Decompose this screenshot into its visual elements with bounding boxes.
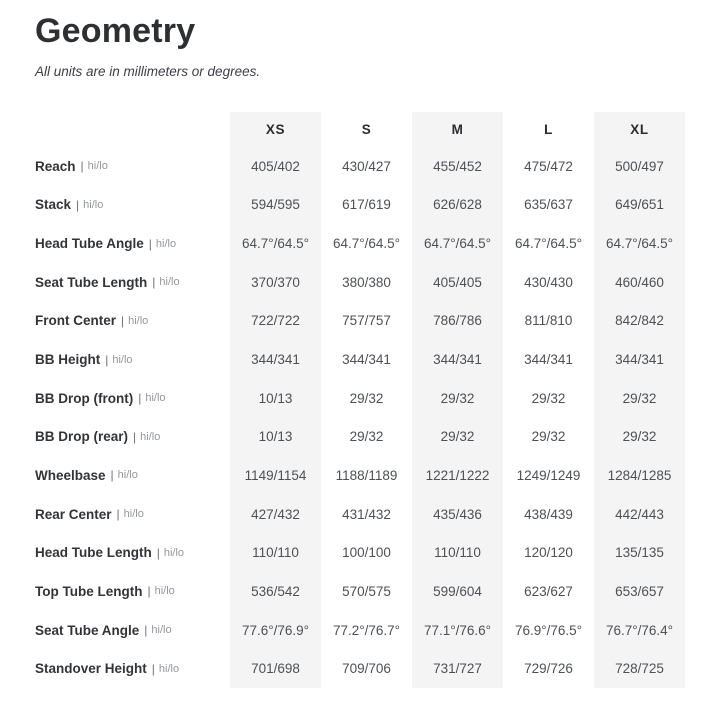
value-cell: 731/727: [412, 649, 503, 688]
value-cell: 120/120: [524, 545, 573, 561]
value-cell: 64.7°/64.5°: [332, 236, 401, 252]
row-label-separator: |: [105, 352, 109, 367]
value-cell: 722/722: [230, 302, 321, 341]
value-cell: 431/432: [342, 506, 391, 522]
value-cell: 405/402: [230, 147, 321, 186]
page-subtitle: All units are in millimeters or degrees.: [35, 64, 261, 79]
row-label-suffix: hi/lo: [128, 314, 149, 327]
row-label-suffix: hi/lo: [151, 624, 172, 636]
row-label-text: Head Tube Angle: [35, 236, 144, 252]
value-cell: 649/651: [594, 186, 685, 225]
value-cell: 460/460: [594, 263, 685, 302]
row-label-text: BB Drop (front): [35, 390, 134, 406]
row-label-separator: |: [156, 545, 160, 560]
row-label-suffix: hi/lo: [123, 508, 144, 521]
value-cell: 29/32: [412, 379, 503, 418]
row-label: [35, 379, 230, 418]
value-cell: 76.7°/76.4°: [594, 611, 685, 650]
row-label-separator: |: [148, 236, 152, 251]
value-cell: 1249/1249: [516, 467, 581, 483]
value-cell: 599/604: [412, 572, 503, 611]
row-label-text: Seat Tube Angle: [35, 622, 140, 638]
row-label-suffix: hi/lo: [83, 198, 104, 211]
value-cell: 617/619: [342, 197, 391, 213]
row-label-text: Head Tube Length: [35, 545, 152, 561]
value-cell: 110/110: [230, 533, 321, 572]
row-label-suffix: hi/lo: [159, 276, 180, 289]
row-label: [35, 417, 230, 456]
row-label: [35, 263, 230, 302]
row-label-suffix: hi/lo: [158, 662, 180, 675]
value-cell: 29/32: [412, 417, 503, 456]
value-cell: 626/628: [412, 186, 503, 225]
row-label-text: Top Tube Length: [35, 583, 143, 599]
value-cell: 536/542: [230, 572, 321, 611]
row-label: [35, 340, 230, 379]
row-label-text: Stack: [35, 197, 72, 213]
row-label-suffix: hi/lo: [117, 469, 138, 482]
column-header-s: S: [361, 122, 372, 137]
value-cell: 344/341: [342, 352, 391, 368]
value-cell: 135/135: [594, 533, 685, 572]
row-label: [35, 302, 230, 341]
row-label-separator: |: [116, 507, 120, 522]
value-cell: 100/100: [342, 545, 391, 561]
value-cell: 380/380: [342, 274, 391, 290]
value-cell: 729/726: [524, 661, 573, 677]
row-label: [35, 456, 230, 495]
value-cell: 455/452: [412, 147, 503, 186]
value-cell: 435/436: [412, 495, 503, 534]
value-cell: 438/439: [524, 506, 573, 522]
row-label-separator: |: [76, 197, 80, 212]
value-cell: 10/13: [230, 379, 321, 418]
value-cell: 29/32: [594, 417, 685, 456]
value-cell: 475/472: [524, 158, 573, 174]
row-label: [35, 572, 230, 611]
value-cell: 653/657: [594, 572, 685, 611]
value-cell: 76.9°/76.5°: [514, 622, 583, 638]
row-label-text: Wheelbase: [35, 467, 106, 483]
value-cell: 500/497: [594, 147, 685, 186]
value-cell: 64.7°/64.5°: [230, 224, 321, 263]
value-cell: 29/32: [349, 390, 384, 406]
value-cell: 623/627: [524, 583, 573, 599]
row-label-text: Front Center: [35, 313, 116, 329]
value-cell: 10/13: [230, 417, 321, 456]
row-label-separator: |: [144, 623, 148, 637]
value-cell: 1284/1285: [594, 456, 685, 495]
value-cell: 344/341: [524, 352, 573, 368]
value-cell: 728/725: [594, 649, 685, 688]
value-cell: 344/341: [230, 340, 321, 379]
row-label-suffix: hi/lo: [163, 546, 185, 559]
value-cell: 786/786: [412, 302, 503, 341]
value-cell: 570/575: [342, 583, 391, 599]
row-label-separator: |: [138, 391, 142, 406]
row-label-text: BB Height: [35, 352, 101, 368]
value-cell: 430/427: [342, 158, 391, 174]
column-header-xs: XS: [230, 112, 321, 147]
value-cell: 442/443: [594, 495, 685, 534]
value-cell: 77.6°/76.9°: [230, 611, 321, 650]
value-cell: 29/32: [594, 379, 685, 418]
row-label-separator: |: [133, 429, 137, 444]
value-cell: 701/698: [230, 649, 321, 688]
value-cell: 1149/1154: [230, 456, 321, 495]
row-label-suffix: hi/lo: [87, 160, 108, 173]
value-cell: 811/810: [524, 313, 573, 329]
value-cell: 29/32: [531, 429, 566, 445]
value-cell: 344/341: [594, 340, 685, 379]
geometry-table: [35, 112, 685, 688]
row-label: [35, 649, 230, 688]
value-cell: 405/405: [412, 263, 503, 302]
row-label: [35, 533, 230, 572]
row-label: [35, 186, 230, 225]
value-cell: 594/595: [230, 186, 321, 225]
value-cell: 709/706: [342, 661, 391, 677]
row-label-text: Rear Center: [35, 506, 112, 522]
row-label-suffix: hi/lo: [154, 585, 175, 598]
value-cell: 64.7°/64.5°: [412, 224, 503, 263]
value-cell: 757/757: [342, 313, 391, 329]
row-label-text: BB Drop (rear): [35, 429, 129, 445]
value-cell: 1221/1222: [412, 456, 503, 495]
row-label-text: Reach: [35, 158, 76, 174]
value-cell: 64.7°/64.5°: [594, 224, 685, 263]
row-label-text: Standover Height: [35, 661, 147, 677]
page-title: Geometry: [35, 12, 196, 50]
row-label-suffix: hi/lo: [140, 430, 161, 443]
row-label: [35, 611, 230, 650]
value-cell: 430/430: [524, 274, 573, 290]
row-label-separator: |: [151, 661, 155, 676]
column-header-l: L: [544, 122, 553, 137]
row-label-suffix: hi/lo: [145, 392, 166, 405]
row-label-separator: |: [147, 584, 151, 599]
table-corner-cell: [35, 112, 230, 147]
value-cell: 64.7°/64.5°: [514, 236, 583, 252]
row-label: [35, 495, 230, 534]
row-label-separator: |: [80, 159, 84, 174]
value-cell: 370/370: [230, 263, 321, 302]
row-label-separator: |: [110, 468, 114, 483]
row-label-separator: |: [152, 275, 156, 290]
row-label-separator: |: [121, 313, 125, 328]
value-cell: 344/341: [412, 340, 503, 379]
column-header-m: M: [412, 112, 503, 147]
value-cell: 29/32: [349, 429, 384, 445]
value-cell: 635/637: [524, 197, 573, 213]
column-header-xl: XL: [594, 112, 685, 147]
row-label: [35, 224, 230, 263]
value-cell: 842/842: [594, 302, 685, 341]
value-cell: 29/32: [531, 390, 566, 406]
row-label-suffix: hi/lo: [155, 237, 177, 250]
value-cell: 77.1°/76.6°: [412, 611, 503, 650]
row-label: [35, 147, 230, 186]
value-cell: 77.2°/76.7°: [332, 622, 401, 638]
row-label-text: Seat Tube Length: [35, 274, 148, 290]
value-cell: 1188/1189: [335, 467, 398, 483]
value-cell: 427/432: [230, 495, 321, 534]
value-cell: 110/110: [412, 533, 503, 572]
row-label-suffix: hi/lo: [112, 353, 133, 366]
